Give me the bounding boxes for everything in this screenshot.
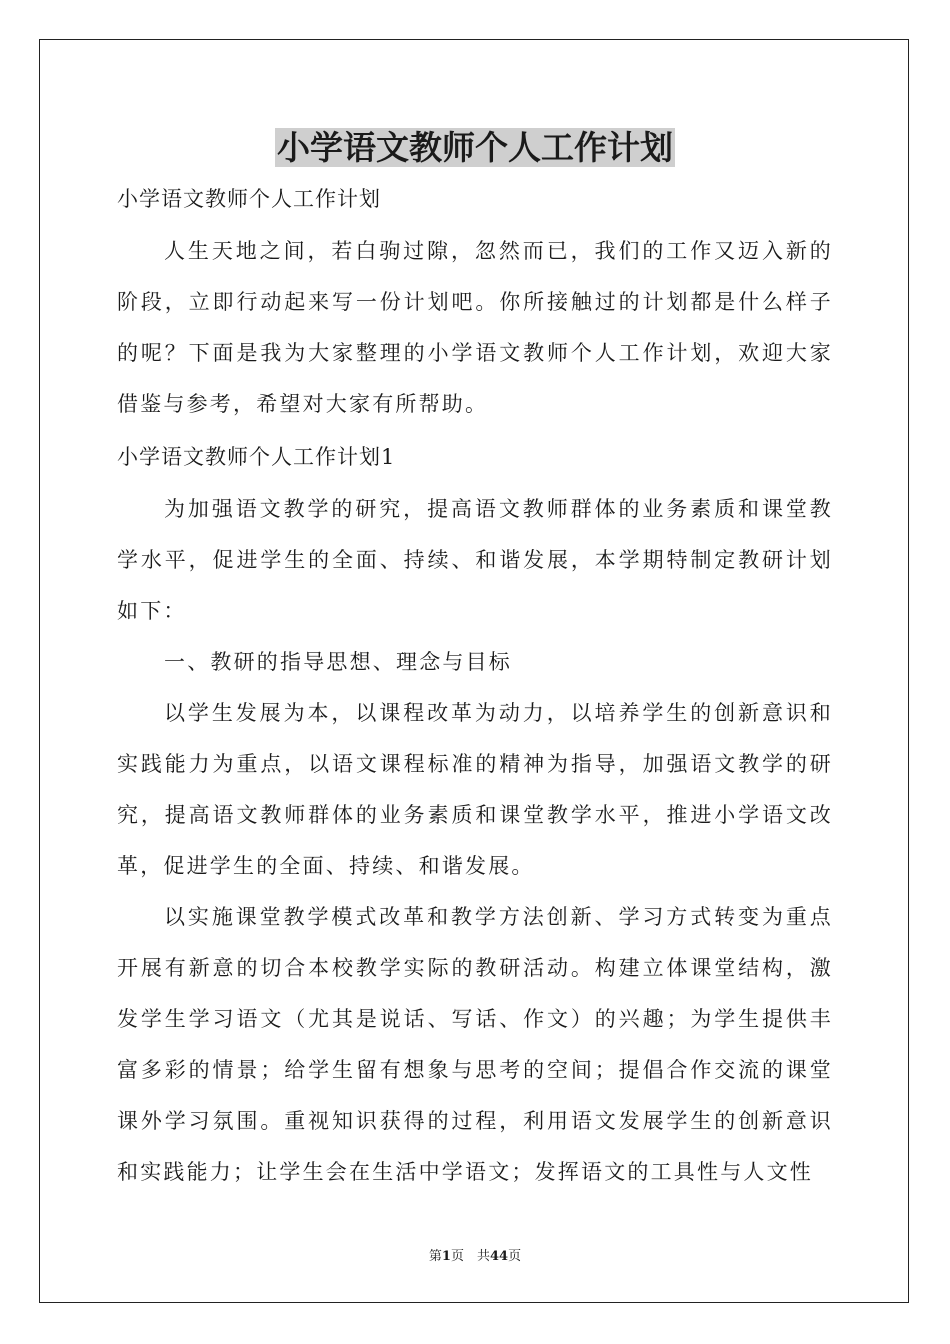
- footer-page-prefix: 第: [428, 1249, 442, 1264]
- paragraph-classroom-reform: 以实施课堂教学模式改革和教学方法创新、学习方式转变为重点开展有新意的切合本校教学实际的教研活动。构建立体课堂结构，激发学生学习语文（尤其是说话、写话、作文）的兴趣；为学生提供丰富多彩的情景；给学生留有想象与思考的空间；提倡合作交流的课堂课外学习氛围。重视知识获得的过程，利用语文发展学生的创新意识和实践能力；让学生会在生活中学语文；发挥语文的工具性与人文性: [117, 905, 833, 1184]
- footer-page-mid: 页 共: [450, 1249, 490, 1264]
- paragraph-purpose: 为加强语文教学的研究，提高语文教师群体的业务素质和课堂教学水平，促进学生的全面、持续、和谐发展，本学期特制定教研计划如下：: [117, 497, 833, 623]
- document-body: [117, 172, 833, 1198]
- section-heading-guiding-ideas: 一、教研的指导思想、理念与目标: [164, 650, 512, 674]
- paragraph-subtitle: 小学语文教师个人工作计划: [117, 187, 381, 211]
- page-footer: [0, 1247, 950, 1267]
- footer-page-number: 1: [441, 1249, 451, 1264]
- document-title: [0, 124, 950, 172]
- paragraph-guiding-ideas: 以学生发展为本，以课程改革为动力，以培养学生的创新意识和实践能力为重点，以语文课程标准的精神为指导，加强语文教学的研究，提高语文教师群体的业务素质和课堂教学水平，推进小学语文改革，促进学生的全面、持续、和谐发展。: [117, 701, 833, 878]
- section-heading-plan-1: 小学语文教师个人工作计划1: [117, 445, 396, 469]
- footer-total-pages: 44: [489, 1249, 509, 1264]
- document-title-text: 小学语文教师个人工作计划: [277, 128, 673, 167]
- paragraph-intro: 人生天地之间，若白驹过隙，忽然而已，我们的工作又迈入新的阶段，立即行动起来写一份计划吧。你所接触过的计划都是什么样子的呢？下面是我为大家整理的小学语文教师个人工作计划，欢迎大家借鉴与参考，希望对大家有所帮助。: [117, 239, 833, 416]
- footer-page-suffix: 页: [508, 1249, 522, 1264]
